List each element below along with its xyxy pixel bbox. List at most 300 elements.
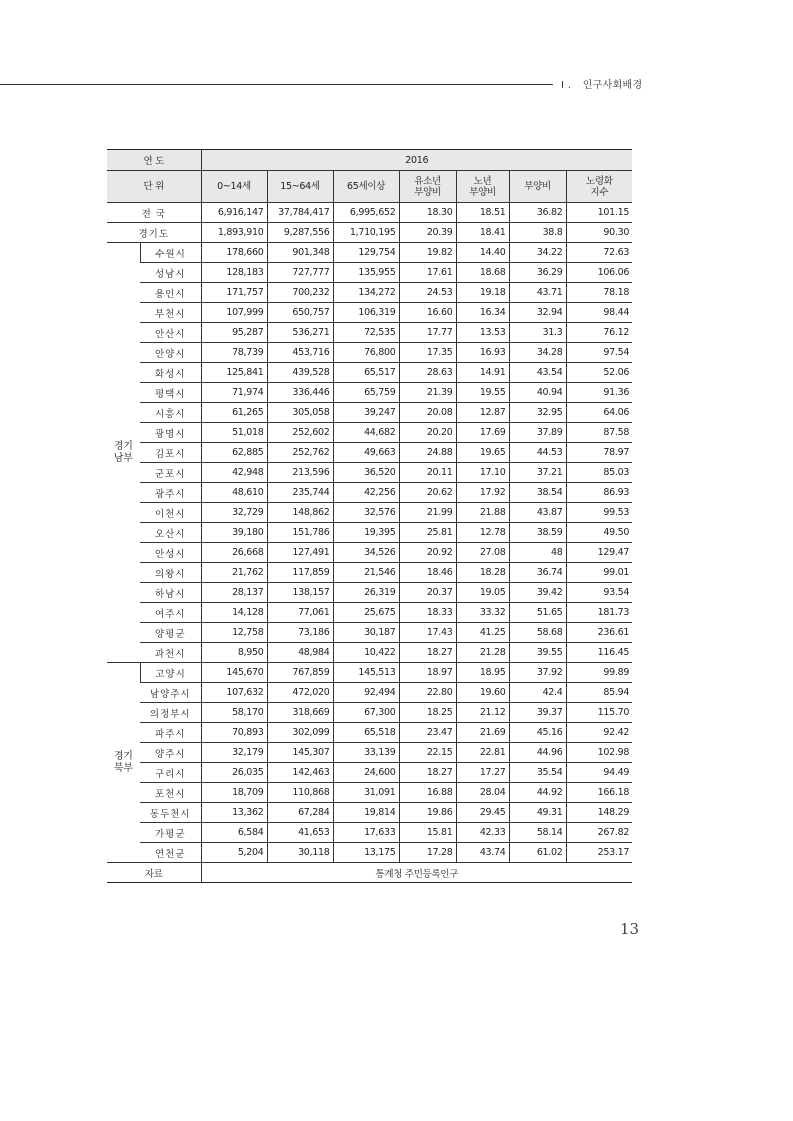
cell-value: 91.36 <box>566 383 632 403</box>
cell-value: 6,916,147 <box>201 203 267 223</box>
cell-value: 1,710,195 <box>333 223 399 243</box>
cell-value: 12.87 <box>456 403 509 423</box>
cell-value: 19.60 <box>456 683 509 703</box>
cell-value: 99.53 <box>566 503 632 523</box>
cell-value: 22.15 <box>399 743 456 763</box>
row-name: 시흥시 <box>140 403 201 423</box>
cell-value: 17.35 <box>399 343 456 363</box>
cell-value: 107,999 <box>201 303 267 323</box>
cell-value: 99.01 <box>566 563 632 583</box>
running-header <box>561 76 642 91</box>
cell-value: 6,995,652 <box>333 203 399 223</box>
cell-value: 117,859 <box>267 563 333 583</box>
cell-value: 16.93 <box>456 343 509 363</box>
cell-value: 148.29 <box>566 803 632 823</box>
table-row <box>107 703 632 723</box>
row-name: 포천시 <box>140 783 201 803</box>
row-name: 수원시 <box>140 243 201 263</box>
cell-value: 25,675 <box>333 603 399 623</box>
source-value: 통계청 주민등록인구 <box>201 863 632 883</box>
cell-value: 39.42 <box>509 583 566 603</box>
cell-value: 21.28 <box>456 643 509 663</box>
cell-value: 41,653 <box>267 823 333 843</box>
cell-value: 20.62 <box>399 483 456 503</box>
column-header: 0~14세 <box>201 171 267 203</box>
row-name: 광주시 <box>140 483 201 503</box>
year-label: 연 도 <box>107 150 201 171</box>
chapter-dot: . <box>567 80 572 91</box>
cell-value: 17.92 <box>456 483 509 503</box>
cell-value: 38.59 <box>509 523 566 543</box>
header-rule <box>0 84 553 85</box>
row-name: 구리시 <box>140 763 201 783</box>
cell-value: 39,247 <box>333 403 399 423</box>
cell-value: 115.70 <box>566 703 632 723</box>
cell-value: 26,319 <box>333 583 399 603</box>
cell-value: 17,633 <box>333 823 399 843</box>
cell-value: 65,518 <box>333 723 399 743</box>
cell-value: 44,682 <box>333 423 399 443</box>
cell-value: 97.54 <box>566 343 632 363</box>
cell-value: 171,757 <box>201 283 267 303</box>
cell-value: 14.40 <box>456 243 509 263</box>
cell-value: 41.25 <box>456 623 509 643</box>
cell-value: 302,099 <box>267 723 333 743</box>
cell-value: 13,362 <box>201 803 267 823</box>
cell-value: 102.98 <box>566 743 632 763</box>
cell-value: 23.47 <box>399 723 456 743</box>
cell-value: 24.88 <box>399 443 456 463</box>
table-row <box>107 383 632 403</box>
cell-value: 78.18 <box>566 283 632 303</box>
row-name: 연천군 <box>140 843 201 863</box>
row-name: 전 국 <box>107 203 201 223</box>
cell-value: 34.22 <box>509 243 566 263</box>
table-row <box>107 303 632 323</box>
cell-value: 44.92 <box>509 783 566 803</box>
cell-value: 19.86 <box>399 803 456 823</box>
cell-value: 70,893 <box>201 723 267 743</box>
page-number: 13 <box>620 920 640 938</box>
cell-value: 1,893,910 <box>201 223 267 243</box>
cell-value: 727,777 <box>267 263 333 283</box>
cell-value: 20.39 <box>399 223 456 243</box>
cell-value: 51.65 <box>509 603 566 623</box>
cell-value: 99.89 <box>566 663 632 683</box>
column-header: 노령화 지수 <box>566 171 632 203</box>
cell-value: 26,668 <box>201 543 267 563</box>
cell-value: 10,422 <box>333 643 399 663</box>
cell-value: 128,183 <box>201 263 267 283</box>
cell-value: 129,754 <box>333 243 399 263</box>
header-row-year <box>107 150 632 171</box>
cell-value: 39.55 <box>509 643 566 663</box>
cell-value: 252,602 <box>267 423 333 443</box>
cell-value: 18.33 <box>399 603 456 623</box>
cell-value: 92,494 <box>333 683 399 703</box>
cell-value: 19,814 <box>333 803 399 823</box>
table-row <box>107 643 632 663</box>
cell-value: 22.81 <box>456 743 509 763</box>
cell-value: 42,948 <box>201 463 267 483</box>
cell-value: 236.61 <box>566 623 632 643</box>
table-row <box>107 603 632 623</box>
cell-value: 31.3 <box>509 323 566 343</box>
table-row <box>107 623 632 643</box>
row-name: 파주시 <box>140 723 201 743</box>
cell-value: 472,020 <box>267 683 333 703</box>
cell-value: 24,600 <box>333 763 399 783</box>
cell-value: 32.95 <box>509 403 566 423</box>
cell-value: 36.82 <box>509 203 566 223</box>
table-row <box>107 523 632 543</box>
cell-value: 43.87 <box>509 503 566 523</box>
cell-value: 73,186 <box>267 623 333 643</box>
cell-value: 67,300 <box>333 703 399 723</box>
cell-value: 32,179 <box>201 743 267 763</box>
cell-value: 21.39 <box>399 383 456 403</box>
cell-value: 235,744 <box>267 483 333 503</box>
cell-value: 145,513 <box>333 663 399 683</box>
cell-value: 71,974 <box>201 383 267 403</box>
cell-value: 39.37 <box>509 703 566 723</box>
row-name: 평택시 <box>140 383 201 403</box>
cell-value: 166.18 <box>566 783 632 803</box>
table-row <box>107 503 632 523</box>
cell-value: 21,546 <box>333 563 399 583</box>
cell-value: 536,271 <box>267 323 333 343</box>
row-name: 고양시 <box>140 663 201 683</box>
cell-value: 43.71 <box>509 283 566 303</box>
cell-value: 61,265 <box>201 403 267 423</box>
cell-value: 48 <box>509 543 566 563</box>
cell-value: 43.74 <box>456 843 509 863</box>
table-row <box>107 803 632 823</box>
cell-value: 17.43 <box>399 623 456 643</box>
cell-value: 16.88 <box>399 783 456 803</box>
cell-value: 42,256 <box>333 483 399 503</box>
cell-value: 33.32 <box>456 603 509 623</box>
cell-value: 17.77 <box>399 323 456 343</box>
cell-value: 18,709 <box>201 783 267 803</box>
cell-value: 58,170 <box>201 703 267 723</box>
cell-value: 135,955 <box>333 263 399 283</box>
cell-value: 19.82 <box>399 243 456 263</box>
cell-value: 20.92 <box>399 543 456 563</box>
row-name: 가평군 <box>140 823 201 843</box>
cell-value: 87.58 <box>566 423 632 443</box>
cell-value: 21,762 <box>201 563 267 583</box>
cell-value: 36.74 <box>509 563 566 583</box>
cell-value: 21.12 <box>456 703 509 723</box>
chapter-title: 인구사회배경 <box>582 80 643 91</box>
cell-value: 138,157 <box>267 583 333 603</box>
cell-value: 30,118 <box>267 843 333 863</box>
cell-value: 145,670 <box>201 663 267 683</box>
cell-value: 14.91 <box>456 363 509 383</box>
column-header: 부양비 <box>509 171 566 203</box>
cell-value: 51,018 <box>201 423 267 443</box>
cell-value: 52.06 <box>566 363 632 383</box>
cell-value: 48,984 <box>267 643 333 663</box>
cell-value: 35.54 <box>509 763 566 783</box>
cell-value: 28,137 <box>201 583 267 603</box>
row-name: 군포시 <box>140 463 201 483</box>
cell-value: 49.31 <box>509 803 566 823</box>
table-row <box>107 483 632 503</box>
table-row <box>107 723 632 743</box>
cell-value: 86.93 <box>566 483 632 503</box>
cell-value: 44.53 <box>509 443 566 463</box>
cell-value: 9,287,556 <box>267 223 333 243</box>
cell-value: 178,660 <box>201 243 267 263</box>
cell-value: 12,758 <box>201 623 267 643</box>
row-name: 화성시 <box>140 363 201 383</box>
cell-value: 28.04 <box>456 783 509 803</box>
cell-value: 49.50 <box>566 523 632 543</box>
cell-value: 85.03 <box>566 463 632 483</box>
cell-value: 18.46 <box>399 563 456 583</box>
cell-value: 64.06 <box>566 403 632 423</box>
cell-value: 19,395 <box>333 523 399 543</box>
cell-value: 76,800 <box>333 343 399 363</box>
table-row <box>107 683 632 703</box>
cell-value: 106,319 <box>333 303 399 323</box>
table-row <box>107 263 632 283</box>
cell-value: 6,584 <box>201 823 267 843</box>
cell-value: 22.80 <box>399 683 456 703</box>
unit-label: 단 위 <box>107 171 201 203</box>
cell-value: 15.81 <box>399 823 456 843</box>
row-name: 성남시 <box>140 263 201 283</box>
cell-value: 17.61 <box>399 263 456 283</box>
table-row <box>107 283 632 303</box>
table-row <box>107 343 632 363</box>
cell-value: 72,535 <box>333 323 399 343</box>
cell-value: 650,757 <box>267 303 333 323</box>
table-row <box>107 743 632 763</box>
cell-value: 39,180 <box>201 523 267 543</box>
cell-value: 318,669 <box>267 703 333 723</box>
cell-value: 77,061 <box>267 603 333 623</box>
cell-value: 76.12 <box>566 323 632 343</box>
cell-value: 18.68 <box>456 263 509 283</box>
cell-value: 95,287 <box>201 323 267 343</box>
cell-value: 72.63 <box>566 243 632 263</box>
table-row <box>107 403 632 423</box>
column-header: 노년 부양비 <box>456 171 509 203</box>
cell-value: 20.20 <box>399 423 456 443</box>
cell-value: 13.53 <box>456 323 509 343</box>
cell-value: 439,528 <box>267 363 333 383</box>
population-table <box>107 149 632 883</box>
cell-value: 90.30 <box>566 223 632 243</box>
cell-value: 62,885 <box>201 443 267 463</box>
cell-value: 16.60 <box>399 303 456 323</box>
cell-value: 17.27 <box>456 763 509 783</box>
cell-value: 65,759 <box>333 383 399 403</box>
row-name: 남양주시 <box>140 683 201 703</box>
cell-value: 20.08 <box>399 403 456 423</box>
cell-value: 27.08 <box>456 543 509 563</box>
row-name: 의왕시 <box>140 563 201 583</box>
row-name: 광명시 <box>140 423 201 443</box>
cell-value: 101.15 <box>566 203 632 223</box>
cell-value: 42.4 <box>509 683 566 703</box>
cell-value: 28.63 <box>399 363 456 383</box>
cell-value: 18.41 <box>456 223 509 243</box>
row-name: 경기도 <box>107 223 201 243</box>
cell-value: 127,491 <box>267 543 333 563</box>
table-row <box>107 423 632 443</box>
row-name: 과천시 <box>140 643 201 663</box>
cell-value: 33,139 <box>333 743 399 763</box>
cell-value: 45.16 <box>509 723 566 743</box>
cell-value: 34.28 <box>509 343 566 363</box>
cell-value: 37.89 <box>509 423 566 443</box>
cell-value: 17.28 <box>399 843 456 863</box>
row-name: 이천시 <box>140 503 201 523</box>
cell-value: 125,841 <box>201 363 267 383</box>
cell-value: 98.44 <box>566 303 632 323</box>
column-header: 유소년 부양비 <box>399 171 456 203</box>
cell-value: 19.65 <box>456 443 509 463</box>
cell-value: 767,859 <box>267 663 333 683</box>
cell-value: 8,950 <box>201 643 267 663</box>
row-name: 오산시 <box>140 523 201 543</box>
chapter-roman: Ⅰ <box>561 80 565 91</box>
cell-value: 94.49 <box>566 763 632 783</box>
cell-value: 14,128 <box>201 603 267 623</box>
cell-value: 93.54 <box>566 583 632 603</box>
cell-value: 20.37 <box>399 583 456 603</box>
cell-value: 18.28 <box>456 563 509 583</box>
cell-value: 16.34 <box>456 303 509 323</box>
cell-value: 18.27 <box>399 643 456 663</box>
cell-value: 148,862 <box>267 503 333 523</box>
cell-value: 305,058 <box>267 403 333 423</box>
cell-value: 49,663 <box>333 443 399 463</box>
cell-value: 142,463 <box>267 763 333 783</box>
cell-value: 181.73 <box>566 603 632 623</box>
cell-value: 145,307 <box>267 743 333 763</box>
cell-value: 92.42 <box>566 723 632 743</box>
cell-value: 44.96 <box>509 743 566 763</box>
table-row <box>107 843 632 863</box>
cell-value: 252,762 <box>267 443 333 463</box>
cell-value: 106.06 <box>566 263 632 283</box>
row-name: 양주시 <box>140 743 201 763</box>
row-name: 안산시 <box>140 323 201 343</box>
cell-value: 67,284 <box>267 803 333 823</box>
cell-value: 58.68 <box>509 623 566 643</box>
table-row <box>107 783 632 803</box>
cell-value: 61.02 <box>509 843 566 863</box>
source-label: 자료 <box>107 863 201 883</box>
row-name: 여주시 <box>140 603 201 623</box>
cell-value: 48,610 <box>201 483 267 503</box>
table-row <box>107 543 632 563</box>
cell-value: 134,272 <box>333 283 399 303</box>
cell-value: 5,204 <box>201 843 267 863</box>
cell-value: 151,786 <box>267 523 333 543</box>
cell-value: 19.05 <box>456 583 509 603</box>
cell-value: 37,784,417 <box>267 203 333 223</box>
cell-value: 58.14 <box>509 823 566 843</box>
cell-value: 30,187 <box>333 623 399 643</box>
cell-value: 19.18 <box>456 283 509 303</box>
cell-value: 17.69 <box>456 423 509 443</box>
cell-value: 65,517 <box>333 363 399 383</box>
column-header: 15~64세 <box>267 171 333 203</box>
cell-value: 32,576 <box>333 503 399 523</box>
summary-row <box>107 223 632 243</box>
cell-value: 78,739 <box>201 343 267 363</box>
row-name: 하남시 <box>140 583 201 603</box>
row-name: 용인시 <box>140 283 201 303</box>
row-name: 김포시 <box>140 443 201 463</box>
cell-value: 38.54 <box>509 483 566 503</box>
cell-value: 19.55 <box>456 383 509 403</box>
cell-value: 18.27 <box>399 763 456 783</box>
cell-value: 34,526 <box>333 543 399 563</box>
cell-value: 336,446 <box>267 383 333 403</box>
cell-value: 21.69 <box>456 723 509 743</box>
row-name: 동두천시 <box>140 803 201 823</box>
cell-value: 32,729 <box>201 503 267 523</box>
cell-value: 21.88 <box>456 503 509 523</box>
cell-value: 110,868 <box>267 783 333 803</box>
summary-row <box>107 203 632 223</box>
cell-value: 29.45 <box>456 803 509 823</box>
region-label: 경기 북부 <box>107 663 140 863</box>
cell-value: 37.21 <box>509 463 566 483</box>
cell-value: 85.94 <box>566 683 632 703</box>
table-row <box>107 583 632 603</box>
table-row <box>107 323 632 343</box>
cell-value: 13,175 <box>333 843 399 863</box>
cell-value: 40.94 <box>509 383 566 403</box>
cell-value: 21.99 <box>399 503 456 523</box>
row-name: 안성시 <box>140 543 201 563</box>
cell-value: 36.29 <box>509 263 566 283</box>
table-row <box>107 823 632 843</box>
cell-value: 18.51 <box>456 203 509 223</box>
cell-value: 267.82 <box>566 823 632 843</box>
cell-value: 18.25 <box>399 703 456 723</box>
cell-value: 36,520 <box>333 463 399 483</box>
cell-value: 213,596 <box>267 463 333 483</box>
cell-value: 901,348 <box>267 243 333 263</box>
cell-value: 129.47 <box>566 543 632 563</box>
cell-value: 12.78 <box>456 523 509 543</box>
region-label: 경기 남부 <box>107 243 140 663</box>
table-row <box>107 763 632 783</box>
table-row <box>107 563 632 583</box>
cell-value: 253.17 <box>566 843 632 863</box>
cell-value: 18.97 <box>399 663 456 683</box>
column-header: 65세이상 <box>333 171 399 203</box>
cell-value: 18.30 <box>399 203 456 223</box>
cell-value: 107,632 <box>201 683 267 703</box>
header-row-columns <box>107 171 632 203</box>
cell-value: 38.8 <box>509 223 566 243</box>
cell-value: 24.53 <box>399 283 456 303</box>
cell-value: 116.45 <box>566 643 632 663</box>
row-name: 양평군 <box>140 623 201 643</box>
cell-value: 26,035 <box>201 763 267 783</box>
table-row <box>107 663 632 683</box>
